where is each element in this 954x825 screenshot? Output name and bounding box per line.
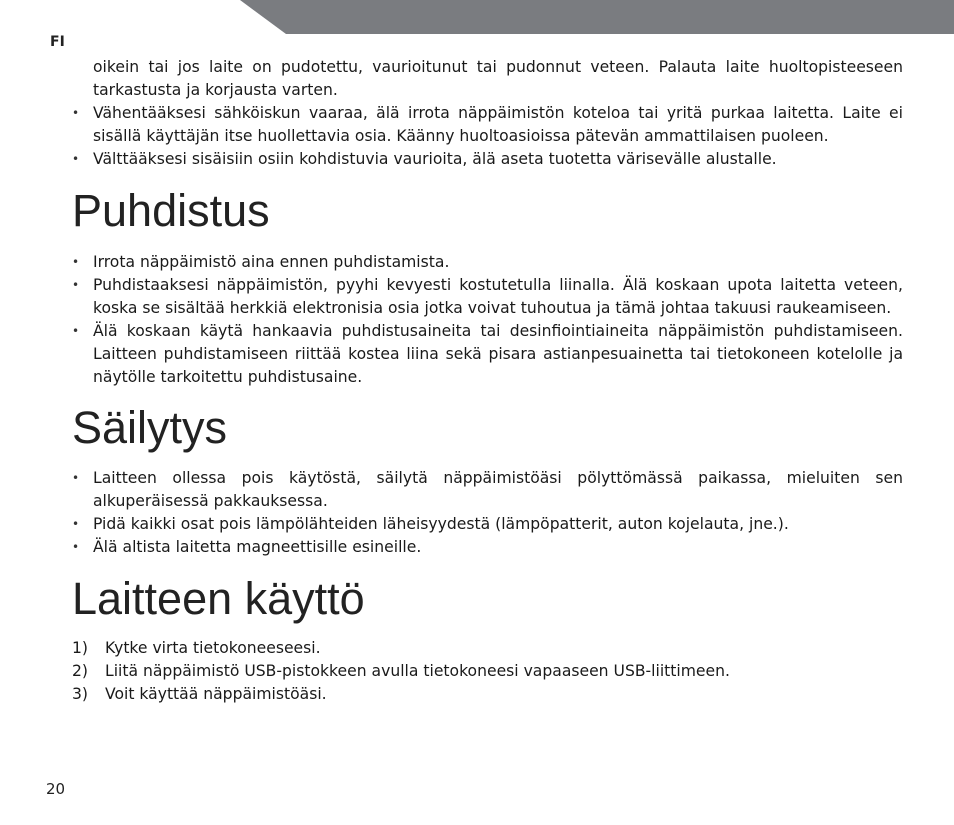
list-item: • Välttääksesi sisäisiin osiin kohdistuvia vaurioita, älä aseta tuotetta värisevälle alustalle. bbox=[72, 148, 903, 171]
step-text: Voit käyttää näppäimistöäsi. bbox=[105, 685, 327, 703]
list-item: • Älä koskaan käytä hankaavia puhdistusaineita tai desinfiointiaineita näppäimistön puhdistamiseen. Laitteen puhdistamiseen riittää kostea liina sekä pisara astianpesuainetta tai tietokoneen kotelolle ja näytölle tarkoitettu puhdistusaine. bbox=[72, 320, 903, 389]
list-item: • Laitteen ollessa pois käytöstä, säilytä näppäimistöäsi pölyttömässä paikassa, mieluiten sen alkuperäisessä pakkauksessa. bbox=[72, 467, 903, 513]
intro-bullet-list bbox=[72, 56, 903, 171]
step-text: Liitä näppäimistö USB-pistokkeen avulla tietokoneesi vapaaseen USB-liittimeen. bbox=[105, 662, 730, 680]
list-item bbox=[72, 637, 903, 660]
list-item: oikein tai jos laite on pudotettu, vaurioitunut tai pudonnut veteen. Palauta laite huoltopisteeseen tarkastusta ja korjausta varten. bbox=[93, 58, 903, 99]
list-item: • Älä altista laitetta magneettisille esineille. bbox=[72, 536, 903, 559]
header-tab-decoration bbox=[240, 0, 954, 34]
section-title-cleaning: Puhdistus bbox=[72, 185, 270, 236]
list-item: • Vähentääksesi sähköiskun vaaraa, älä irrota näppäimistön koteloa tai yritä purkaa laitetta. Laite ei sisällä käyttäjän itse huollettavia osia. Käänny huoltoasioissa pätevän ammattilaisen puoleen. bbox=[72, 102, 903, 148]
list-item: • Pidä kaikki osat pois lämpölähteiden läheisyydestä (lämpöpatterit, auton kojelauta, jne.). bbox=[72, 513, 903, 536]
cleaning-bullet-list bbox=[72, 251, 903, 389]
step-number: 3) bbox=[72, 685, 89, 703]
list-item bbox=[72, 660, 903, 683]
list-item: • Puhdistaaksesi näppäimistön, pyyhi kevyesti kostutetulla liinalla. Älä koskaan upota laitetta veteen, koska se sisältää herkkiä elektronisia osia jotka voivat tuhoutua ja tämä johtaa takuusi raukeamiseen. bbox=[72, 274, 903, 320]
step-number: 1) bbox=[72, 639, 89, 657]
page-number: 20 bbox=[46, 780, 66, 798]
step-text: Kytke virta tietokoneeseesi. bbox=[105, 639, 321, 657]
page-content bbox=[72, 56, 903, 706]
list-item: • Irrota näppäimistö aina ennen puhdistamista. bbox=[72, 251, 903, 274]
usage-step-list bbox=[72, 637, 903, 706]
step-number: 2) bbox=[72, 662, 89, 680]
language-code: FI bbox=[50, 34, 65, 50]
list-item bbox=[72, 683, 903, 706]
storage-bullet-list bbox=[72, 467, 903, 559]
section-title-usage: Laitteen käyttö bbox=[72, 573, 365, 624]
section-title-storage: Säilytys bbox=[72, 402, 228, 453]
